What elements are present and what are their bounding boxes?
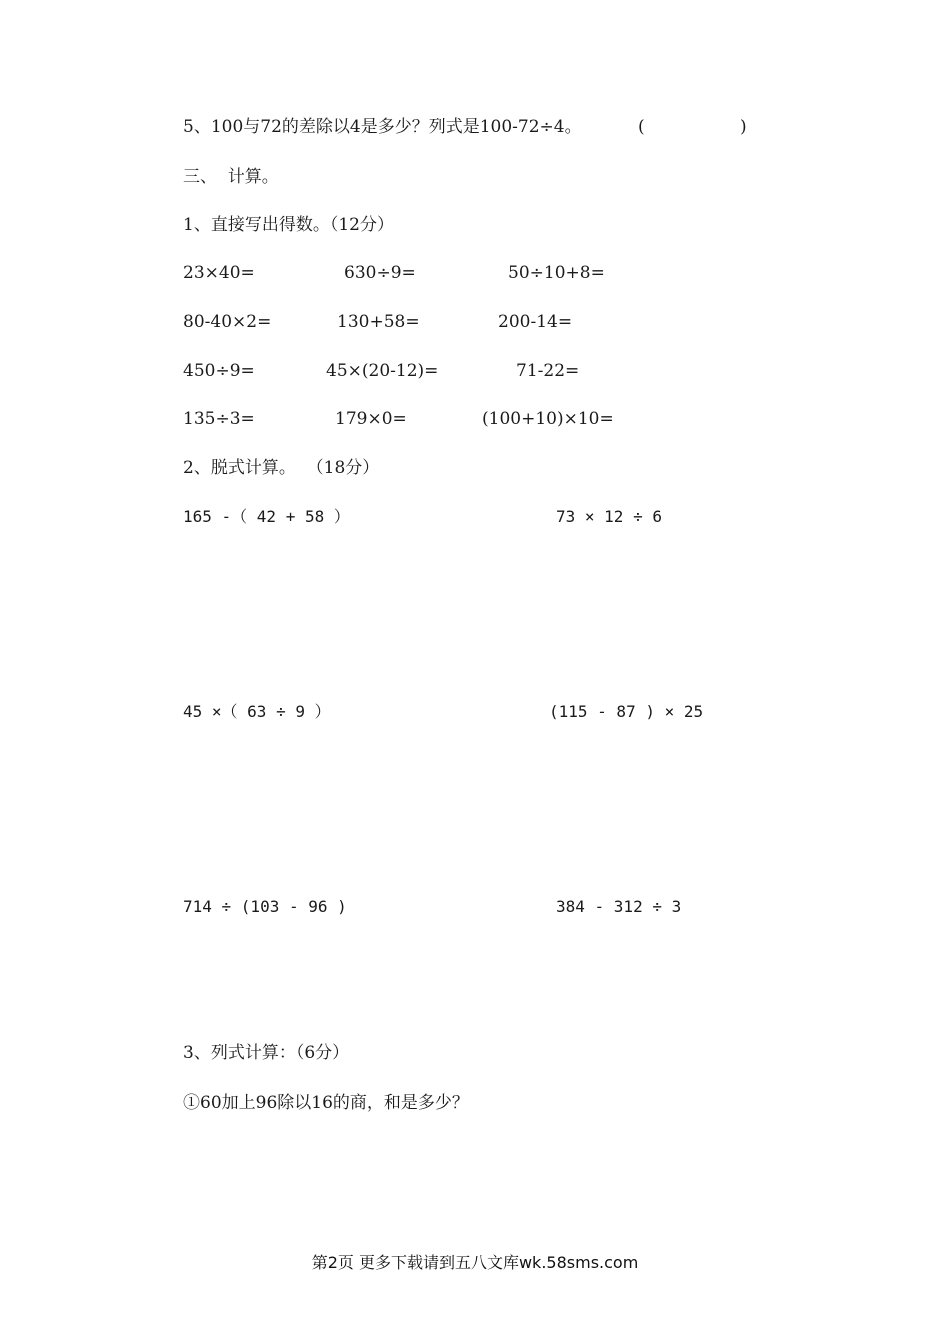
question-5-text: 5、100与72的差除以4是多少？列式是100-72÷4。 <box>183 117 582 137</box>
answer-paren-close: ) <box>740 117 747 137</box>
oral-calc-3-3: 71-22= <box>516 361 580 381</box>
step-calc-5: 714 ÷ (103 - 96 ) <box>183 897 347 916</box>
oral-calc-1-2: 630÷9= <box>344 263 416 283</box>
step-calc-2: 73 × 12 ÷ 6 <box>556 507 662 526</box>
oral-calc-2-1: 80-40×2= <box>183 312 272 332</box>
oral-calc-2-2: 130+58= <box>337 312 420 332</box>
part-1-title: 1、直接写出得数。（12分） <box>183 215 394 235</box>
oral-calc-1-3: 50÷10+8= <box>508 263 605 283</box>
oral-calc-4-3: (100+10)×10= <box>482 409 614 429</box>
step-calc-1: 165 -（ 42 + 58 ） <box>183 507 350 526</box>
oral-calc-3-1: 450÷9= <box>183 361 255 381</box>
page-footer: 第2页 更多下载请到五八文库wk.58sms.com <box>311 1253 639 1272</box>
oral-calc-4-2: 179×0= <box>335 409 407 429</box>
part-3-title: 3、列式计算：（6分） <box>183 1043 350 1063</box>
answer-paren-open: ( <box>638 117 645 137</box>
section-3-title: 三、 计算。 <box>183 167 279 187</box>
step-calc-4: (115 - 87 ) × 25 <box>549 702 704 721</box>
word-problem-1: ①60加上96除以16的商，和是多少？ <box>183 1093 469 1113</box>
oral-calc-4-1: 135÷3= <box>183 409 255 429</box>
part-2-title: 2、脱式计算。 （18分） <box>183 458 380 478</box>
step-calc-6: 384 - 312 ÷ 3 <box>556 897 682 916</box>
oral-calc-2-3: 200-14= <box>498 312 573 332</box>
oral-calc-3-2: 45×(20-12)= <box>326 361 439 381</box>
oral-calc-1-1: 23×40= <box>183 263 255 283</box>
step-calc-3: 45 ×（ 63 ÷ 9 ） <box>183 702 331 721</box>
